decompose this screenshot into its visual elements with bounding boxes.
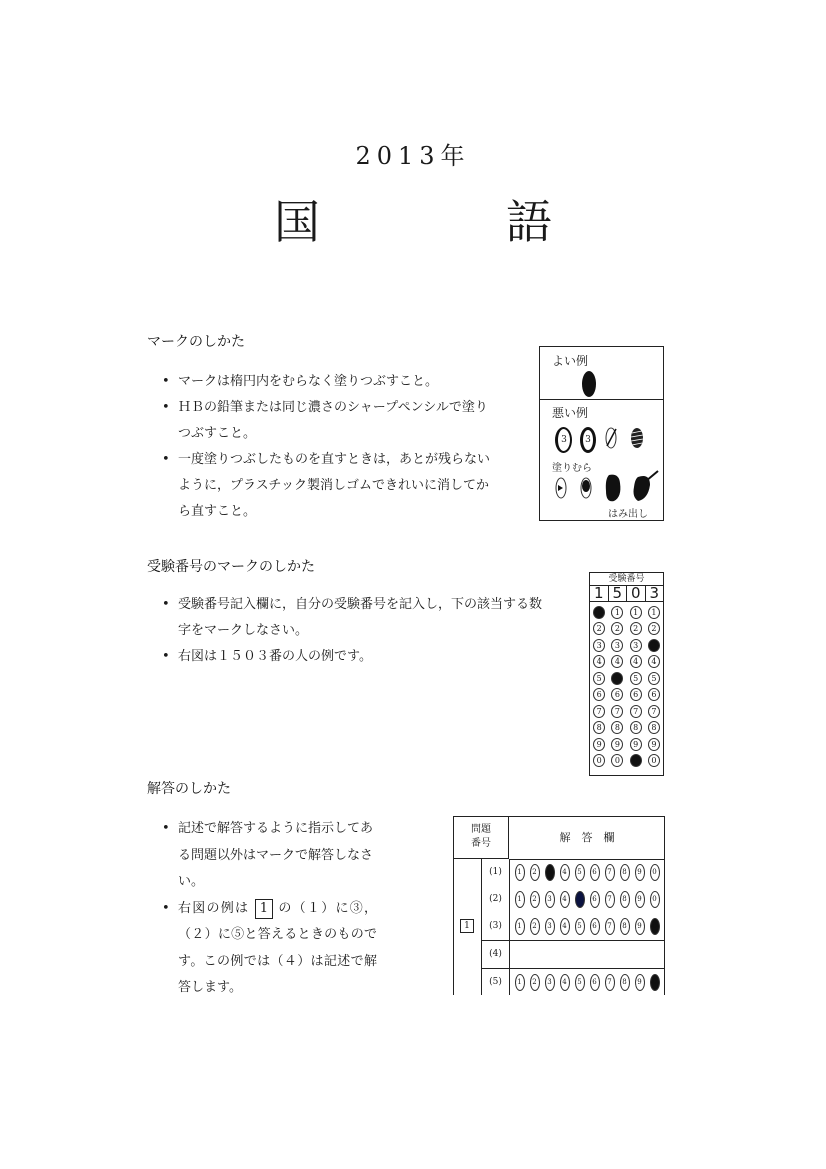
answer-bubbles (510, 913, 664, 940)
section-heading-exam-number: 受験番号のマークのしかた (147, 559, 315, 575)
answer-bubble[interactable]: 2 (530, 864, 540, 881)
exam-digit-bubble[interactable]: 4 (648, 655, 660, 668)
exam-grid-row (590, 670, 663, 687)
answer-bubble[interactable]: 1 (515, 974, 525, 991)
written-digit: 1 (590, 586, 609, 601)
answer-bubble[interactable]: 6 (590, 974, 600, 991)
answer-bubbles (510, 886, 664, 913)
answer-row (482, 859, 664, 886)
exam-digit-bubble[interactable]: 7 (630, 705, 642, 718)
answer-bubble[interactable]: 7 (605, 864, 615, 881)
exam-digit-bubble[interactable]: 1 (630, 606, 642, 619)
exam-digit-bubble[interactable]: 9 (648, 738, 660, 751)
answer-column-header: 解 答 欄 (510, 817, 664, 860)
answer-bubble[interactable]: 0 (650, 891, 660, 908)
answer-row (482, 913, 664, 941)
written-digits-row (590, 586, 663, 602)
bad-example-label: 悪い例 (552, 406, 589, 420)
mark-instruction: • マークは楕円内をむらなく塗りつぶすこと。 (162, 369, 492, 395)
answer-bubble[interactable]: 2 (530, 891, 540, 908)
exam-digit-bubble[interactable]: 9 (593, 738, 605, 751)
written-digit: 0 (627, 586, 646, 601)
answer-bubbles (510, 859, 664, 886)
mark-example-box (539, 346, 664, 521)
answer-bubble[interactable]: 3 (545, 864, 555, 881)
exam-digit-bubble[interactable]: 3 (648, 639, 660, 652)
answer-bubble[interactable]: 9 (635, 891, 645, 908)
answer-bubble[interactable]: 8 (620, 918, 630, 935)
answer-bubble[interactable]: 5 (575, 974, 585, 991)
exam-digit-bubble[interactable]: 2 (630, 622, 642, 635)
answer-bubble[interactable]: 1 (515, 891, 525, 908)
exam-year: 2013年 (355, 142, 471, 170)
answer-bubble[interactable]: 9 (635, 864, 645, 881)
answer-row (482, 941, 664, 969)
exam-grid-row (590, 621, 663, 638)
answer-instruction-text: の（１）に③，（２）に⑤と答えるときのものです。この例では（４）は記述で解答します。 (178, 900, 377, 995)
uneven-mark-icon-2 (580, 477, 592, 499)
exam-digit-bubble[interactable]: 2 (593, 622, 605, 635)
scribble-mark-icon (630, 427, 644, 449)
exam-instruction: • 右図は１５０３番の人の例です。 (162, 644, 547, 670)
exam-digit-bubble[interactable]: 6 (593, 688, 605, 701)
answer-bubble[interactable]: 7 (605, 974, 615, 991)
exam-digit-bubble[interactable]: 9 (630, 738, 642, 751)
exam-digit-bubble[interactable]: 5 (611, 672, 623, 685)
exam-digit-bubble[interactable]: 0 (593, 754, 605, 767)
answer-bubble[interactable]: 7 (605, 891, 615, 908)
exam-digit-bubble[interactable]: 4 (593, 655, 605, 668)
answer-bubble[interactable]: 5 (575, 918, 585, 935)
answer-bubble[interactable]: 2 (530, 974, 540, 991)
answer-bubble[interactable]: 4 (560, 974, 570, 991)
exam-digit-bubble[interactable]: 1 (648, 606, 660, 619)
exam-digit-bubble[interactable]: 4 (630, 655, 642, 668)
answer-table (453, 816, 665, 995)
answer-bubble[interactable]: 7 (605, 918, 615, 935)
section-column (454, 859, 482, 995)
exam-digit-bubble[interactable]: 7 (593, 705, 605, 718)
exam-digit-bubble[interactable]: 5 (630, 672, 642, 685)
subject-title: 国 語 (274, 195, 622, 249)
answer-bubble[interactable]: 8 (620, 891, 630, 908)
answer-bubbles (510, 969, 664, 995)
section-heading-answer: 解答のしかた (147, 781, 231, 797)
partial-mark-icon: 3 (555, 427, 572, 453)
overflow-label: はみ出し (608, 509, 648, 520)
written-digit: 3 (649, 584, 660, 602)
exam-grid-row (590, 736, 663, 753)
exam-digit-bubble[interactable]: 3 (630, 639, 642, 652)
exam-instruction: • 受験番号記入欄に，自分の受験番号を記入し，下の該当する数字をマークしなさい。 (162, 592, 547, 644)
answer-instructions (162, 816, 377, 1002)
exam-grid-row (590, 720, 663, 737)
exam-grid-row (590, 703, 663, 720)
good-example-label: よい例 (552, 354, 589, 368)
answer-bubble[interactable]: 2 (530, 918, 540, 935)
exam-digit-bubble[interactable]: 0 (648, 754, 660, 767)
answer-bubble[interactable]: 9 (635, 974, 645, 991)
answer-bubble[interactable]: 3 (545, 918, 555, 935)
exam-digit-bubble[interactable]: 8 (593, 721, 605, 734)
exam-digit-bubble[interactable]: 1 (593, 606, 605, 619)
answer-row-label: (1) (482, 859, 510, 886)
exam-digit-bubble[interactable]: 5 (648, 672, 660, 685)
answer-bubble[interactable]: 5 (575, 864, 585, 881)
written-digit: 5 (609, 586, 628, 601)
exam-digit-bubble[interactable]: 1 (611, 606, 623, 619)
written-answer-cell (510, 941, 664, 968)
mark-instruction: • ＨＢの鉛筆または同じ濃さのシャープペンシルで塗りつぶすこと。 (162, 395, 492, 447)
overflow-mark-icon-1 (604, 473, 622, 503)
mark-instructions (162, 369, 492, 525)
answer-instruction-text: 右図の例は (178, 900, 250, 916)
answer-instruction: • 記述で解答するように指示してある問題以外はマークで解答しなさい。 (162, 821, 374, 889)
exam-digit-bubble[interactable]: 4 (611, 655, 623, 668)
answer-bubble[interactable]: 5 (575, 891, 585, 908)
answer-bubble[interactable]: 4 (560, 918, 570, 935)
exam-digit-bubble[interactable]: 2 (648, 622, 660, 635)
answer-instruction: • 右図の例は 1 の（１）に③，（２）に⑤と答えるときのものです。この例では（４）は記述で解答します。 (162, 900, 377, 995)
answer-bubble[interactable]: 0 (650, 918, 660, 935)
answer-bubble[interactable]: 8 (620, 974, 630, 991)
answer-bubble[interactable]: 3 (545, 891, 555, 908)
exam-digit-bubble[interactable]: 5 (593, 672, 605, 685)
exam-digit-bubble[interactable]: 6 (630, 688, 642, 701)
exam-digit-bubble[interactable]: 7 (648, 705, 660, 718)
answer-bubble[interactable]: 6 (590, 891, 600, 908)
section-number-box: 1 (460, 919, 474, 933)
uneven-mark-icon-1 (555, 477, 567, 499)
exam-digit-bubble[interactable]: 3 (611, 639, 623, 652)
exam-digit-bubble[interactable]: 2 (611, 622, 623, 635)
answer-row (482, 886, 664, 913)
exam-number-header: 受験番号 (590, 573, 663, 586)
exam-digit-bubble[interactable]: 6 (611, 688, 623, 701)
overflow-mark-icon-2 (632, 469, 660, 503)
answer-row (482, 969, 664, 995)
exam-grid-row (590, 654, 663, 671)
answer-bubble[interactable]: 3 (545, 974, 555, 991)
example-divider (540, 399, 663, 400)
exam-number-grid (589, 572, 664, 776)
exam-digit-bubble[interactable]: 8 (648, 721, 660, 734)
exam-grid-row (590, 604, 663, 621)
outline-mark-icon: 3 (580, 427, 596, 453)
answer-instruction-text: 記述で解答するように指示してある問題以外はマークで解答しなさい。 (178, 821, 374, 889)
answer-row-label: (3) (482, 913, 510, 940)
slash-mark-icon (605, 427, 617, 449)
question-number-header (454, 817, 509, 859)
exam-digit-bubble[interactable]: 6 (648, 688, 660, 701)
good-mark-icon (582, 371, 596, 397)
exam-digit-bubble[interactable]: 3 (593, 639, 605, 652)
uneven-label: 塗りむら (552, 463, 592, 474)
exam-grid-row (590, 687, 663, 704)
answer-bubble[interactable]: 6 (590, 918, 600, 935)
answer-bubble[interactable]: 6 (590, 864, 600, 881)
exam-grid-body (590, 602, 663, 769)
boxed-number: 1 (255, 899, 273, 919)
mark-instruction: • 一度塗りつぶしたものを直すときは，あとが残らないように，プラスチック製消しゴムできれいに消してから直すこと。 (162, 447, 492, 525)
answer-bubble[interactable]: 4 (560, 864, 570, 881)
answer-row-label: (4) (482, 941, 510, 968)
answer-bubble[interactable]: 9 (635, 918, 645, 935)
exam-digit-bubble[interactable]: 8 (630, 721, 642, 734)
answer-bubble[interactable]: 1 (515, 918, 525, 935)
section-heading-mark: マークのしかた (147, 334, 245, 350)
exam-grid-row (590, 753, 663, 770)
answer-row-label: (5) (482, 969, 510, 995)
exam-digit-bubble[interactable]: 8 (611, 721, 623, 734)
answer-bubble[interactable]: 0 (650, 864, 660, 881)
answer-bubble[interactable]: 1 (515, 864, 525, 881)
exam-digit-bubble[interactable]: 7 (611, 705, 623, 718)
answer-bubble[interactable]: 4 (560, 891, 570, 908)
exam-number-instructions (162, 592, 547, 670)
question-number-header-text: 問題番号 (471, 824, 491, 849)
answer-rows (482, 859, 664, 995)
answer-bubble[interactable]: 8 (620, 864, 630, 881)
exam-digit-bubble[interactable]: 9 (611, 738, 623, 751)
exam-digit-bubble[interactable]: 0 (630, 754, 642, 767)
answer-bubble[interactable]: 0 (650, 974, 660, 991)
exam-digit-bubble[interactable]: 0 (611, 754, 623, 767)
exam-grid-row (590, 637, 663, 654)
answer-row-label: (2) (482, 886, 510, 913)
